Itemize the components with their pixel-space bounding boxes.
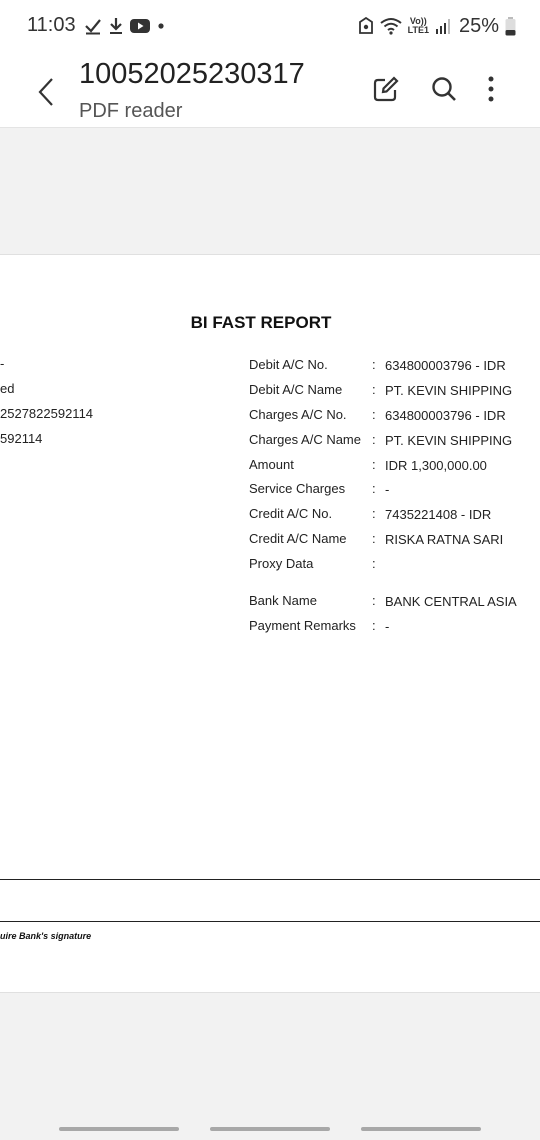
field-bank-name bbox=[249, 593, 540, 613]
left-column-fragment: - bbox=[0, 356, 5, 371]
field-colon: : bbox=[372, 432, 376, 447]
field-value: - bbox=[385, 482, 390, 497]
more-notifications-dot-icon bbox=[156, 21, 166, 31]
field-value: 634800003796 - IDR bbox=[385, 358, 506, 373]
edit-button[interactable] bbox=[371, 74, 401, 104]
field-value: RISKA RATNA SARI bbox=[385, 532, 504, 547]
back-button[interactable] bbox=[30, 72, 62, 112]
divider-line bbox=[0, 921, 540, 922]
field-label: Payment Remarks bbox=[249, 618, 356, 633]
report-title: BI FAST REPORT bbox=[190, 313, 332, 332]
field-label: Charges A/C Name bbox=[249, 432, 361, 447]
field-label: Debit A/C Name bbox=[249, 382, 343, 397]
left-column-fragment: 2527822592114 bbox=[0, 406, 94, 421]
field-charges-account-name bbox=[249, 432, 540, 452]
youtube-notification-icon bbox=[130, 18, 150, 34]
battery-percentage: 25% bbox=[458, 14, 499, 37]
field-value: IDR 1,300,000.00 bbox=[385, 458, 487, 473]
search-icon bbox=[430, 75, 458, 103]
field-label: Credit A/C No. bbox=[249, 506, 333, 521]
field-value: PT. KEVIN SHIPPING bbox=[385, 383, 513, 398]
field-label: Bank Name bbox=[249, 593, 317, 608]
left-column-fragment: ed bbox=[0, 381, 15, 396]
field-payment-remarks bbox=[249, 618, 540, 638]
field-credit-account-number bbox=[249, 506, 540, 526]
field-label: Debit A/C No. bbox=[249, 357, 328, 372]
document-title: 10052025230317 bbox=[79, 58, 305, 90]
field-debit-account-number bbox=[249, 357, 540, 377]
field-proxy-data bbox=[249, 556, 540, 576]
notification-icons bbox=[84, 14, 166, 38]
field-colon: : bbox=[372, 481, 376, 496]
battery-icon bbox=[505, 17, 516, 36]
status-time: 11:03 bbox=[27, 14, 76, 36]
field-value: PT. KEVIN SHIPPING bbox=[385, 433, 513, 448]
field-debit-account-name bbox=[249, 382, 540, 402]
field-value: BANK CENTRAL ASIA bbox=[385, 594, 517, 609]
nav-back-button[interactable] bbox=[361, 1127, 481, 1131]
field-credit-account-name bbox=[249, 531, 540, 551]
field-amount bbox=[249, 457, 540, 477]
chevron-left-icon bbox=[37, 77, 55, 107]
field-colon: : bbox=[372, 531, 376, 546]
field-value: - bbox=[385, 619, 390, 634]
download-notification-icon bbox=[108, 17, 124, 35]
more-vertical-icon bbox=[476, 75, 506, 103]
field-colon: : bbox=[372, 407, 376, 422]
field-value: 634800003796 - IDR bbox=[385, 408, 506, 423]
field-label: Service Charges bbox=[249, 481, 346, 496]
signal-strength-icon bbox=[435, 17, 453, 35]
nav-recents-button[interactable] bbox=[59, 1127, 179, 1131]
field-label: Credit A/C Name bbox=[249, 531, 347, 546]
more-options-button[interactable] bbox=[476, 74, 506, 104]
status-bar bbox=[0, 0, 540, 52]
field-colon: : bbox=[372, 382, 376, 397]
wifi-icon bbox=[380, 17, 402, 35]
field-label: Charges A/C No. bbox=[249, 407, 347, 422]
divider-line bbox=[0, 879, 540, 880]
field-label: Amount bbox=[249, 457, 294, 472]
field-colon: : bbox=[372, 593, 376, 608]
data-saver-icon bbox=[358, 17, 374, 35]
field-colon: : bbox=[372, 506, 376, 521]
field-colon: : bbox=[372, 357, 376, 372]
edit-icon bbox=[372, 75, 400, 103]
search-button[interactable] bbox=[429, 74, 459, 104]
field-colon: : bbox=[372, 457, 376, 472]
app-bar bbox=[0, 52, 540, 128]
signature-label: uire Bank's signature bbox=[0, 931, 92, 941]
status-right-icons bbox=[358, 14, 516, 38]
field-label: Proxy Data bbox=[249, 556, 314, 571]
nav-home-button[interactable] bbox=[210, 1127, 330, 1131]
field-colon: : bbox=[372, 556, 376, 571]
left-column-fragment: 592114 bbox=[0, 431, 43, 446]
field-service-charges bbox=[249, 481, 540, 501]
pdf-page[interactable] bbox=[0, 254, 540, 993]
app-subtitle: PDF reader bbox=[79, 100, 183, 122]
field-value: 7435221408 - IDR bbox=[385, 507, 492, 522]
volte-indicator: Vo)) LTE1 bbox=[407, 16, 429, 35]
field-charges-account-number bbox=[249, 407, 540, 427]
checkmark-notification-icon bbox=[84, 17, 102, 35]
field-colon: : bbox=[372, 618, 376, 633]
